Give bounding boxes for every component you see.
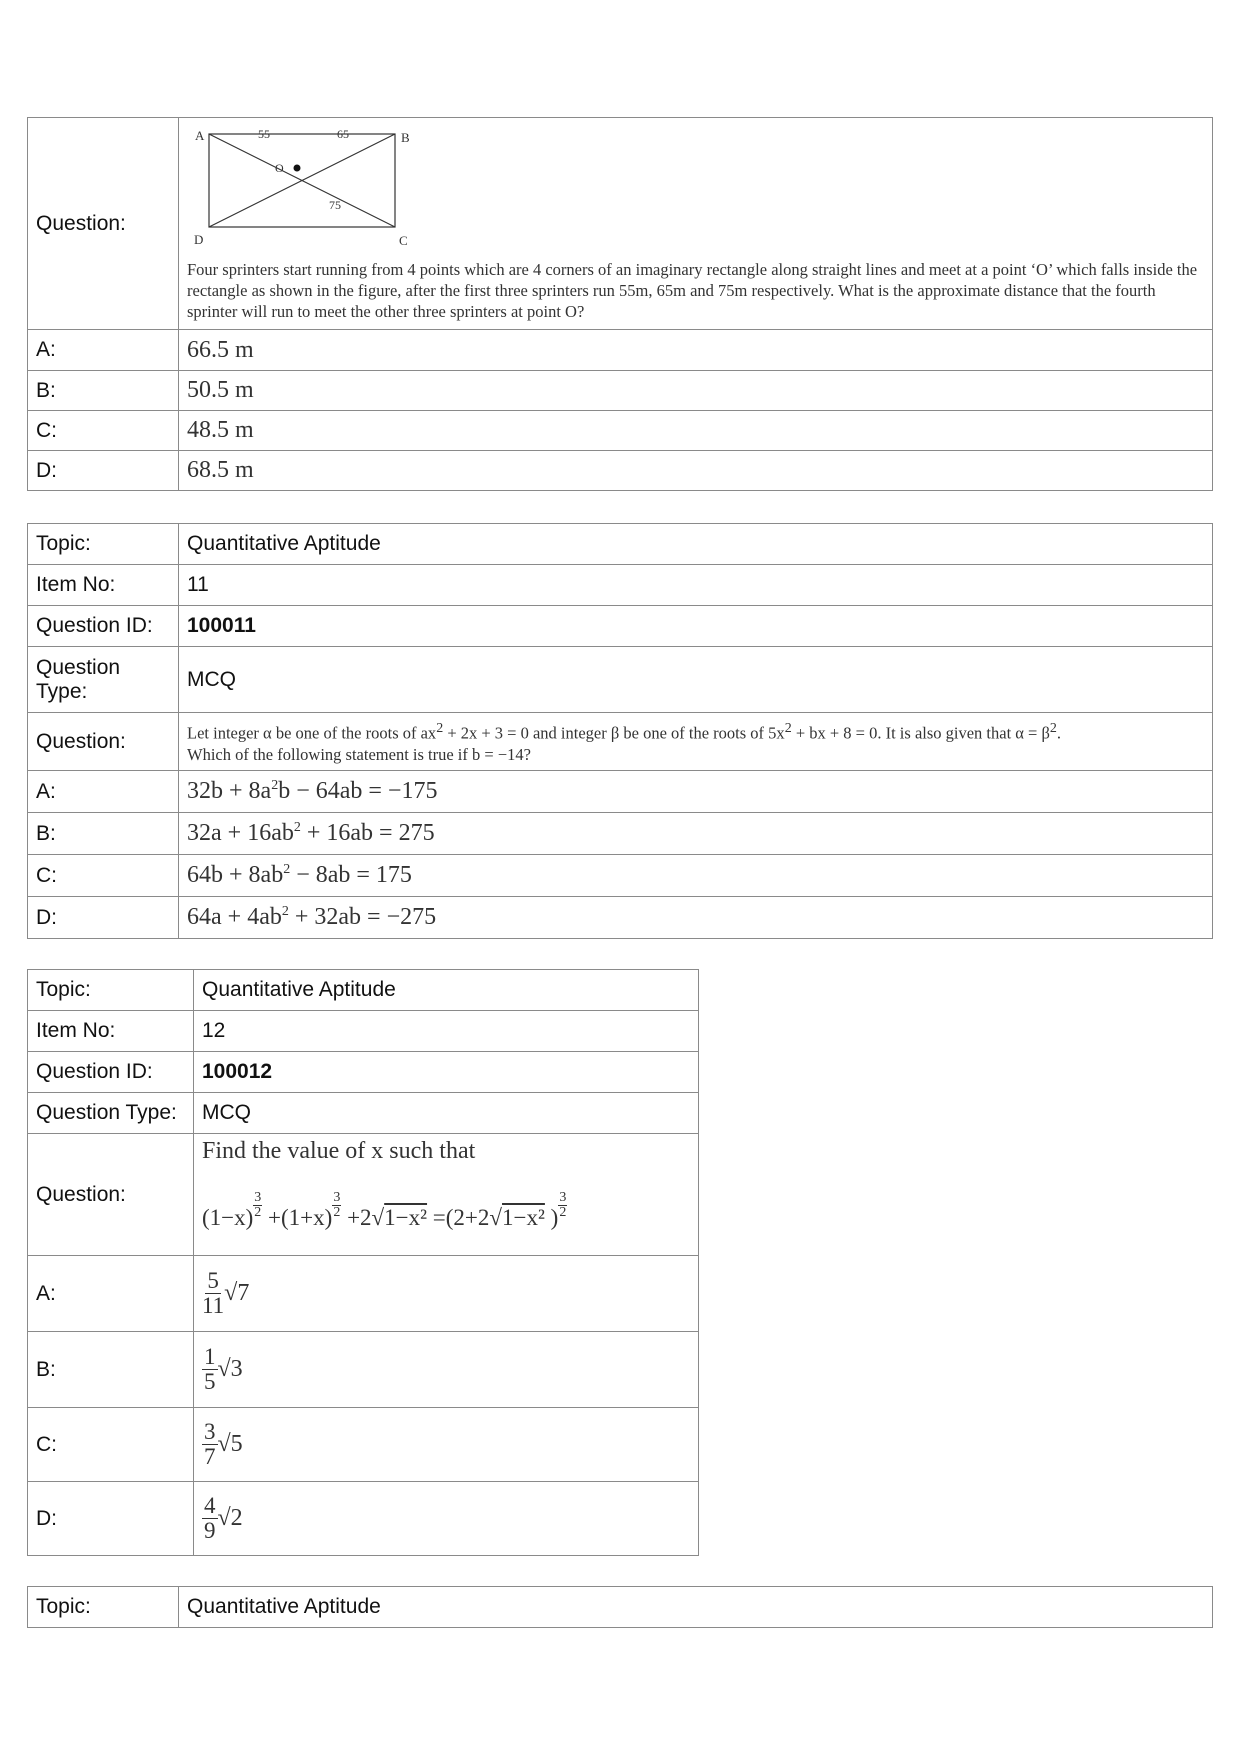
- corner-b-label: B: [401, 129, 410, 145]
- superscript: 2: [293, 820, 301, 835]
- option-label: B:: [28, 1332, 194, 1408]
- question-row: [28, 118, 1213, 330]
- question-type-value: MCQ: [194, 1093, 699, 1134]
- fraction: [202, 1420, 218, 1469]
- exponent-numerator: 3: [333, 1190, 341, 1205]
- question-10-table: [27, 117, 1213, 491]
- equation-term: +2√: [341, 1205, 385, 1230]
- exponent: [558, 1191, 567, 1220]
- option-label: C:: [28, 855, 179, 897]
- item-value: 12: [194, 1011, 699, 1052]
- topic-label: Topic:: [28, 1587, 179, 1628]
- option-row-b: [28, 813, 1213, 855]
- square-root: √7: [224, 1280, 250, 1306]
- question-text-part: .: [1056, 723, 1062, 743]
- question-type-label: [28, 647, 179, 713]
- option-row-d: [28, 897, 1213, 939]
- question-text-part: Let integer α be one of the roots of ax: [187, 723, 437, 743]
- question-text: Find the value of x such that: [202, 1138, 476, 1164]
- square-root: √2: [217, 1505, 243, 1531]
- square-root: √3: [217, 1356, 243, 1382]
- equation: [202, 1191, 690, 1231]
- item-row: [28, 1011, 699, 1052]
- point-o-label: O: [275, 160, 284, 175]
- question-id-value: 100011: [179, 606, 1213, 647]
- option-text: 64a + 4ab: [187, 904, 282, 930]
- question-type-label-line1: Question: [36, 655, 121, 679]
- question-type-row: [28, 647, 1213, 713]
- question-type-row: [28, 1093, 699, 1134]
- item-value: 11: [179, 565, 1213, 606]
- topic-value: Quantitative Aptitude: [179, 524, 1213, 565]
- topic-label: Topic:: [28, 524, 179, 565]
- topic-row: [28, 970, 699, 1011]
- radicand: 1−x²: [384, 1205, 428, 1230]
- question-id-row: [28, 606, 1213, 647]
- exponent-numerator: 3: [559, 1190, 567, 1205]
- superscript: 2: [784, 721, 792, 737]
- option-label: B:: [28, 813, 179, 855]
- fraction-numerator: 3: [204, 1419, 216, 1444]
- option-value: [194, 1482, 699, 1556]
- question-label: Question:: [28, 713, 179, 771]
- question-id-row: [28, 1052, 699, 1093]
- option-value: [179, 855, 1213, 897]
- option-label: A:: [28, 771, 179, 813]
- item-label: Item No:: [28, 565, 179, 606]
- fraction-numerator: 4: [204, 1493, 216, 1518]
- option-label: A:: [28, 1256, 194, 1332]
- option-row-d: [28, 451, 1213, 491]
- option-label: A:: [28, 330, 179, 371]
- question-label: Question:: [28, 118, 179, 330]
- option-label: D:: [28, 897, 179, 939]
- superscript: 2: [281, 904, 289, 919]
- question-label: Question:: [28, 1134, 194, 1256]
- option-row-a: [28, 330, 1213, 371]
- question-12-table: [27, 969, 699, 1556]
- corner-c-label: C: [399, 232, 408, 248]
- question-type-label: Question Type:: [28, 1093, 194, 1134]
- option-label: D:: [28, 1482, 194, 1556]
- option-text: + 32ab = −275: [288, 904, 437, 930]
- corner-d-label: D: [194, 231, 204, 247]
- fraction: [202, 1494, 218, 1543]
- question-id-label: Question ID:: [28, 1052, 194, 1093]
- question-type-label-line2: Type:: [36, 679, 88, 703]
- square-root: √5: [217, 1431, 243, 1457]
- option-row-d: [28, 1482, 699, 1556]
- equation-term: ): [544, 1205, 559, 1230]
- option-value: [194, 1256, 699, 1332]
- topic-row: [28, 524, 1213, 565]
- option-text: + 16ab = 275: [300, 820, 435, 846]
- exponent-denominator: 2: [254, 1205, 262, 1220]
- option-label: C:: [28, 1408, 194, 1482]
- question-type-value: MCQ: [179, 647, 1213, 713]
- option-value: [194, 1408, 699, 1482]
- topic-row: [28, 1587, 1213, 1628]
- option-text: − 8ab = 175: [290, 862, 412, 888]
- rectangle-figure: [187, 126, 427, 251]
- option-row-c: [28, 855, 1213, 897]
- option-value: [194, 1332, 699, 1408]
- superscript: 2: [1049, 721, 1057, 737]
- option-label: D:: [28, 451, 179, 491]
- option-text: 32a + 16ab: [187, 820, 294, 846]
- exponent-numerator: 3: [254, 1190, 262, 1205]
- topic-value: Quantitative Aptitude: [194, 970, 699, 1011]
- equation-term: =(2+2√: [427, 1205, 503, 1230]
- question-row: [28, 1134, 699, 1256]
- fraction-denominator: 7: [204, 1444, 216, 1469]
- superscript: 2: [271, 778, 279, 793]
- question-id-label: Question ID:: [28, 606, 179, 647]
- option-row-c: [28, 1408, 699, 1482]
- option-row-c: [28, 411, 1213, 451]
- topic-label: Topic:: [28, 970, 194, 1011]
- option-row-b: [28, 371, 1213, 411]
- exponent: [253, 1191, 262, 1220]
- fraction: [202, 1345, 218, 1394]
- option-label: C:: [28, 411, 179, 451]
- topic-value: Quantitative Aptitude: [179, 1587, 1213, 1628]
- length-bo-label: 65: [337, 126, 349, 141]
- option-value: 48.5 m: [179, 411, 1213, 451]
- fraction-numerator: 1: [204, 1344, 216, 1369]
- equation-term: (1−x): [202, 1205, 254, 1230]
- superscript: 2: [283, 862, 291, 877]
- length-ao-label: 55: [258, 126, 270, 141]
- exponent-denominator: 2: [559, 1205, 567, 1220]
- fraction-numerator: 5: [207, 1268, 219, 1293]
- question-13-table: [27, 1586, 1213, 1628]
- superscript: 2: [436, 721, 444, 737]
- option-value: [179, 897, 1213, 939]
- question-11-table: [27, 523, 1213, 939]
- exponent-denominator: 2: [333, 1205, 341, 1220]
- option-row-a: [28, 771, 1213, 813]
- question-text: [179, 713, 1213, 771]
- item-row: [28, 565, 1213, 606]
- question-text: Four sprinters start running from 4 points which are 4 corners of an imaginary rectangle along straight lines and meet at a point ‘O’ which falls inside the rectangle as shown in the figure, after the first three sprinters run 55m, 65m and 75m respectively. What is the approximate distance that the fourth sprinter will run to meet the other three sprinters at point O?: [187, 259, 1198, 321]
- question-text-part: + bx + 8 = 0. It is also given that α = β: [791, 723, 1050, 743]
- option-text: 64b + 8ab: [187, 862, 284, 888]
- fraction-denominator: 9: [204, 1518, 216, 1543]
- question-text-line2: Which of the following statement is true if b = −14?: [187, 744, 531, 764]
- question-cell: [194, 1134, 699, 1256]
- option-value: [179, 771, 1213, 813]
- option-value: [179, 813, 1213, 855]
- item-label: Item No:: [28, 1011, 194, 1052]
- question-text-part: + 2x + 3 = 0 and integer β be one of the roots of 5x: [443, 723, 785, 743]
- exponent: [332, 1191, 341, 1220]
- fraction-denominator: 11: [202, 1293, 225, 1318]
- fraction-denominator: 5: [204, 1369, 216, 1394]
- option-row-a: [28, 1256, 699, 1332]
- option-label: B:: [28, 371, 179, 411]
- option-value: 50.5 m: [179, 371, 1213, 411]
- question-id-value: 100012: [194, 1052, 699, 1093]
- corner-a-label: A: [195, 127, 205, 143]
- fraction: [202, 1269, 224, 1318]
- question-row: [28, 713, 1213, 771]
- length-co-label: 75: [329, 197, 341, 212]
- option-text: b − 64ab = −175: [278, 778, 438, 804]
- option-value: 66.5 m: [179, 330, 1213, 371]
- equation-term: +(1+x): [262, 1205, 333, 1230]
- question-cell: [179, 118, 1213, 330]
- option-text: 32b + 8a: [187, 778, 272, 804]
- option-row-b: [28, 1332, 699, 1408]
- radicand: 1−x²: [502, 1205, 545, 1230]
- option-value: 68.5 m: [179, 451, 1213, 491]
